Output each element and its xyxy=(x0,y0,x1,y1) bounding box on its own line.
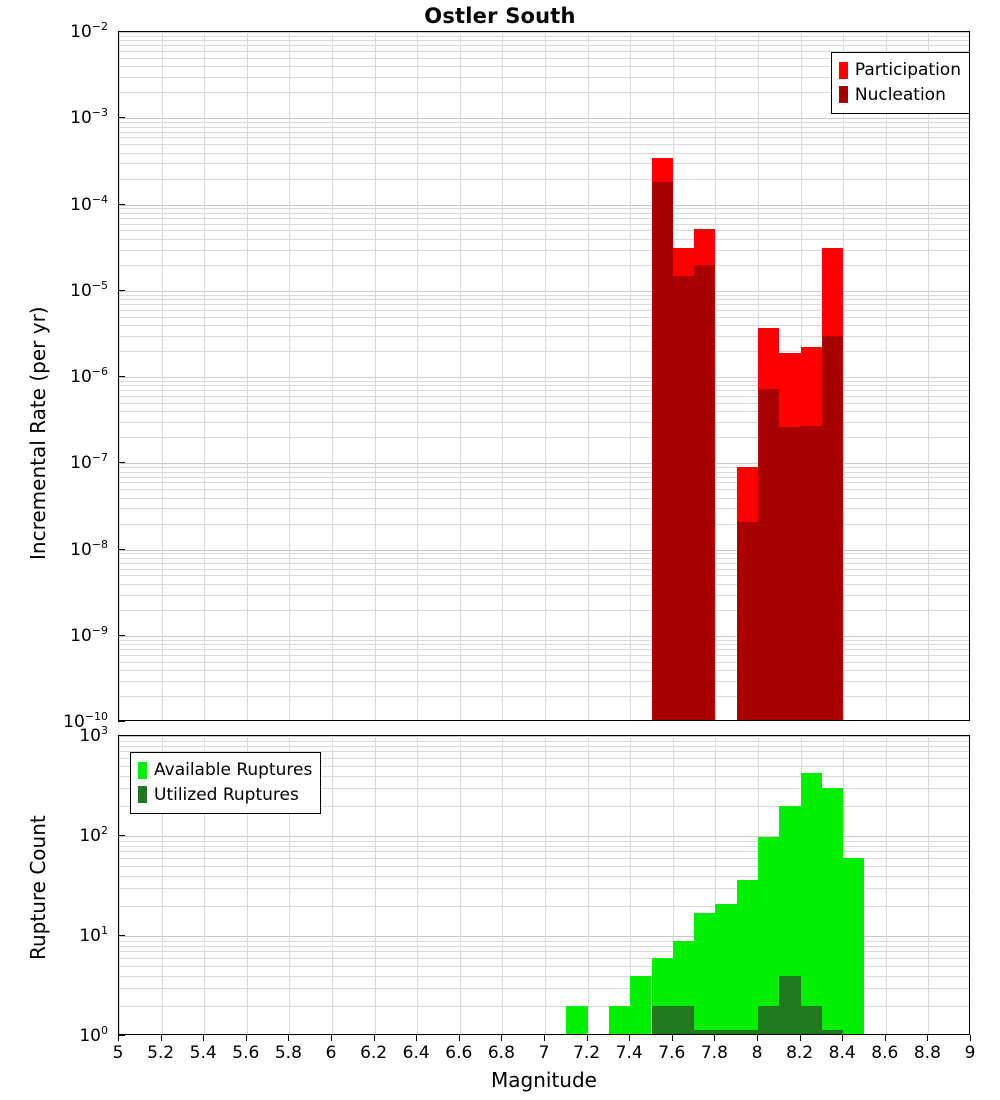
x-tick-label: 5.8 xyxy=(274,1043,302,1063)
x-tick-label: 5.6 xyxy=(232,1043,260,1063)
x-tickmark xyxy=(714,1035,715,1041)
y-tickmark xyxy=(118,935,125,936)
y-tick-label: $10^{-8}$ xyxy=(70,537,108,560)
x-tick-label: 5.4 xyxy=(189,1043,217,1063)
x-tick-label: 7.2 xyxy=(573,1043,601,1063)
y-tick-label: $10^{-7}$ xyxy=(70,451,108,474)
y-tickmark xyxy=(118,721,125,722)
legend-swatch xyxy=(839,62,848,79)
y-tickmark xyxy=(118,549,125,550)
x-tickmark xyxy=(885,1035,886,1041)
y-tickmark xyxy=(118,31,125,32)
bottom-legend-item xyxy=(138,758,312,783)
y-tickmark xyxy=(118,290,125,291)
x-tick-label: 7.4 xyxy=(615,1043,643,1063)
y-tick-label: $10^{-4}$ xyxy=(70,192,108,215)
bar-nucleation xyxy=(758,389,779,721)
legend-label: Nucleation xyxy=(854,84,946,105)
bar-utilized-ruptures xyxy=(652,1006,673,1035)
bar-utilized-ruptures xyxy=(715,1030,736,1035)
x-tickmark xyxy=(927,1035,928,1041)
y-tickmark xyxy=(118,462,125,463)
x-tickmark xyxy=(161,1035,162,1041)
x-tick-label: 8 xyxy=(751,1043,763,1063)
top-legend xyxy=(831,52,970,114)
top-bars xyxy=(119,32,969,720)
x-tickmark xyxy=(203,1035,204,1041)
x-tick-label: 6.6 xyxy=(445,1043,473,1063)
bottom-legend-item xyxy=(138,783,312,808)
x-tickmark xyxy=(842,1035,843,1041)
bar-utilized-ruptures xyxy=(694,1030,715,1035)
top-legend-item xyxy=(839,83,961,108)
bar-utilized-ruptures xyxy=(779,976,800,1035)
bar-available-ruptures xyxy=(630,976,651,1035)
bar-available-ruptures xyxy=(566,1006,587,1035)
y-tickmark xyxy=(118,1035,125,1036)
x-axis-label: Magnitude xyxy=(491,1068,597,1092)
x-tickmark xyxy=(374,1035,375,1041)
x-tickmark xyxy=(331,1035,332,1041)
bar-available-ruptures xyxy=(801,773,822,1035)
x-tick-label: 6 xyxy=(325,1043,337,1063)
y-tickmark xyxy=(118,376,125,377)
x-tick-label: 6.4 xyxy=(402,1043,430,1063)
x-tickmark xyxy=(672,1035,673,1041)
x-tickmark xyxy=(544,1035,545,1041)
x-tick-label: 8.4 xyxy=(828,1043,856,1063)
y-tick-label: $10^{-6}$ xyxy=(70,365,108,387)
bar-utilized-ruptures xyxy=(673,1006,694,1035)
y-tick-label: $10^{-2}$ xyxy=(70,20,108,42)
legend-swatch xyxy=(138,762,147,779)
y-tickmark xyxy=(118,117,125,118)
top-legend-item xyxy=(839,58,961,83)
page-title: Ostler South xyxy=(424,4,576,28)
x-tickmark xyxy=(246,1035,247,1041)
y-tick-label: $10^{-3}$ xyxy=(70,106,108,129)
y-tick-label: $10^1$ xyxy=(79,924,108,946)
y-tick-label: $10^{-10}$ xyxy=(63,710,108,732)
bar-utilized-ruptures xyxy=(758,1006,779,1035)
bottom-y-axis-label: Rupture Count xyxy=(26,815,50,960)
y-tickmark xyxy=(118,204,125,205)
y-tick-label: $10^0$ xyxy=(79,1024,108,1046)
y-tick-label: $10^2$ xyxy=(79,824,108,846)
x-tickmark xyxy=(288,1035,289,1041)
y-tick-label: $10^{-5}$ xyxy=(70,278,108,301)
bar-utilized-ruptures xyxy=(822,1030,843,1035)
bar-utilized-ruptures xyxy=(801,1006,822,1035)
x-tickmark xyxy=(970,1035,971,1041)
x-tickmark xyxy=(416,1035,417,1041)
bar-nucleation xyxy=(694,265,715,721)
x-tick-label: 6.2 xyxy=(360,1043,388,1063)
bar-available-ruptures xyxy=(843,858,864,1035)
x-tickmark xyxy=(459,1035,460,1041)
x-tick-label: 8.8 xyxy=(913,1043,941,1063)
bar-available-ruptures xyxy=(822,788,843,1035)
x-tick-label: 6.8 xyxy=(487,1043,515,1063)
bar-nucleation xyxy=(822,336,843,721)
bar-nucleation xyxy=(779,427,800,721)
bar-available-ruptures xyxy=(609,1006,630,1035)
x-tick-label: 8.6 xyxy=(871,1043,899,1063)
y-tick-label: $10^{-9}$ xyxy=(70,623,108,646)
x-tick-label: 5 xyxy=(112,1043,124,1063)
bar-available-ruptures xyxy=(737,880,758,1035)
y-tickmark xyxy=(118,635,125,636)
legend-label: Available Ruptures xyxy=(154,760,313,780)
legend-label: Participation xyxy=(854,60,961,80)
x-tick-label: 8.2 xyxy=(786,1043,814,1063)
x-tickmark xyxy=(629,1035,630,1041)
top-y-axis-label: Incremental Rate (per yr) xyxy=(26,306,50,560)
bottom-legend xyxy=(130,752,321,814)
x-tick-label: 5.2 xyxy=(147,1043,175,1063)
y-tickmark xyxy=(118,835,125,836)
legend-swatch xyxy=(839,86,848,103)
bar-available-ruptures xyxy=(694,913,715,1035)
x-tickmark xyxy=(800,1035,801,1041)
x-tickmark xyxy=(587,1035,588,1041)
x-tickmark xyxy=(118,1035,119,1041)
x-tickmark xyxy=(757,1035,758,1041)
x-tick-label: 7.6 xyxy=(658,1043,686,1063)
x-tick-label: 7 xyxy=(538,1043,550,1063)
bar-nucleation xyxy=(801,426,822,721)
incremental-rate-plot xyxy=(118,31,970,721)
bar-nucleation xyxy=(652,182,673,721)
x-tick-label: 9 xyxy=(964,1043,976,1063)
x-tick-label: 7.8 xyxy=(700,1043,728,1063)
bar-nucleation xyxy=(673,276,694,721)
bar-available-ruptures xyxy=(715,904,736,1035)
bar-utilized-ruptures xyxy=(737,1030,758,1035)
y-tick-label: $10^3$ xyxy=(79,724,108,746)
bar-nucleation xyxy=(737,522,758,721)
legend-swatch xyxy=(138,786,147,803)
legend-label: Utilized Ruptures xyxy=(154,784,299,805)
x-tickmark xyxy=(501,1035,502,1041)
y-tickmark xyxy=(118,735,125,736)
